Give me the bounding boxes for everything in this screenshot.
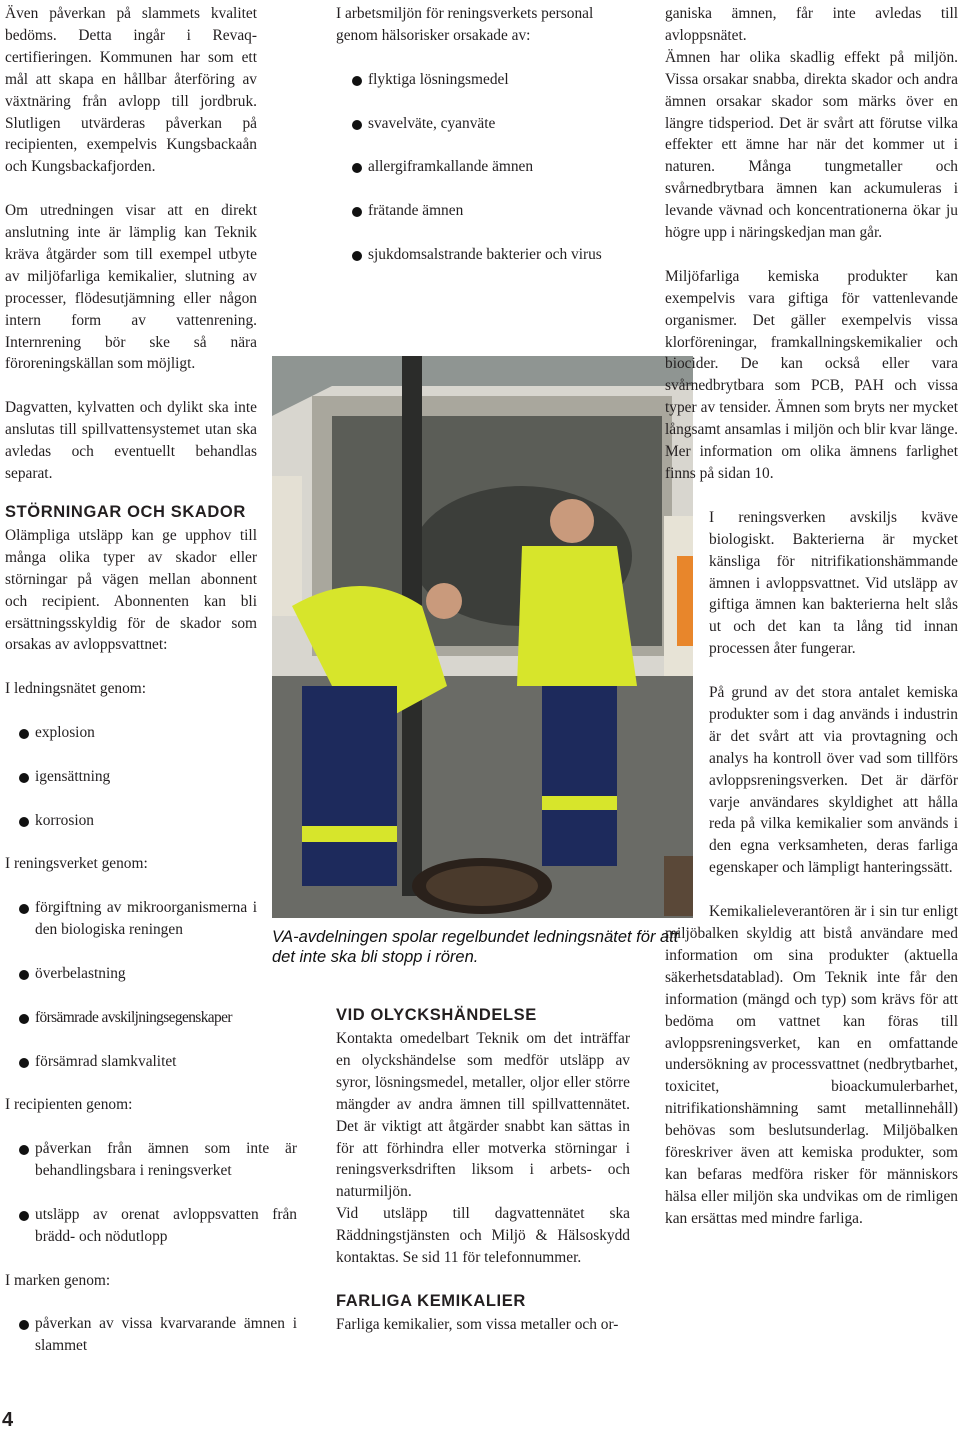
bullet-icon bbox=[352, 251, 362, 261]
list-item: svavelväte, cyanväte bbox=[336, 113, 630, 135]
list-label: I marken genom: bbox=[5, 1271, 111, 1289]
bullet-icon bbox=[19, 970, 29, 980]
bullet-list bbox=[5, 1313, 297, 1357]
paragraph: Dagvatten, kylvatten och dylikt ska inte anslutas till spillvattensystemet utan ska avledas och eventuellt behandlas separat. bbox=[5, 399, 257, 482]
bullet-icon bbox=[19, 1211, 29, 1221]
page-number: 4 bbox=[2, 1409, 14, 1431]
bullet-icon bbox=[19, 904, 29, 914]
column-middle-top bbox=[336, 3, 630, 288]
paragraph: Om utredningen visar att en direkt anslutning inte är lämplig kan Teknik kräva åtgärder som till exempel utbyte av miljöfarliga kemikalier, slutning av processer, flödesutjämning eller någon intern form av vattenrening. Internrening bör ske så nära föroreningskällan som möjligt. bbox=[5, 202, 257, 373]
section-heading-accident: VID OLYCKSHÄNDELSE bbox=[336, 1006, 537, 1024]
paragraph: I reningsverken avskiljs kväve biologiskt. Bakterierna är mycket känsliga för nitrifikationshämmande ämnen i avloppsvattnet. Vid utsläpp av giftiga ämnen kan bakterierna helt slås ut och det kan ta lång tid innan processen åter fungerar. bbox=[709, 508, 958, 658]
bullet-icon bbox=[352, 120, 362, 130]
list-item: flyktiga lösningsmedel bbox=[336, 69, 630, 91]
list-label: I ledningsnätet genom: bbox=[5, 680, 147, 698]
paragraph: Miljöfarliga kemiska produkter kan exempelvis vara giftiga för vattenlevande organismer. Det gäller exempelvis vissa klorföreningar, framkallningskemikalier och biocider. De kan också eller vara svårnedbrytbara som PCB, PAH och vissa typer av tensider. Ämnen som bryts ner mycket långsamt ansamlas i miljön och blir kvar länge. Mer information om olika ämnens farlighet finns på sidan 10. bbox=[665, 267, 958, 483]
paragraph: ganiska ämnen, får inte avledas till avloppsnätet. bbox=[665, 5, 958, 44]
bullet-icon bbox=[352, 76, 362, 86]
bullet-list bbox=[5, 1138, 297, 1248]
paragraph: Kemikalieleverantören är i sin tur enligt miljöbalken skyldig att bistå användare med information om sina produkter (aktuella säkerhetsdatablad). Om Teknik inte får den information (mängd och typ) som krävs för att bedöma om vattnet kan föras till avloppsreningsverket, kan en omfattande undersökning av processvattnet (nedbrytbarhet, toxicitet, bioackumulerbarhet, nitrifikationshämning samt metallinnehåll) behövas som beslutsunderlag. Miljöbalken föreskriver även att kemiska produkter, som kan befaras medföra risker för människors hälsa eller miljön ska undvikas om de rimligen kan ersättas med mindre farliga. bbox=[665, 903, 958, 1227]
bullet-icon bbox=[19, 1014, 29, 1024]
bullet-list bbox=[5, 722, 257, 832]
paragraph: Vid utsläpp till dagvattennätet ska Räddningstjänsten och Miljö & Hälsoskydd kontaktas. Se sid 11 för telefonnummer. bbox=[336, 1205, 630, 1267]
bullet-icon bbox=[19, 773, 29, 783]
list-item: igensättning bbox=[5, 766, 257, 788]
list-item: försämrade avskiljningsegenskaper bbox=[5, 1007, 257, 1029]
column-right bbox=[665, 3, 958, 1252]
list-item: allergiframkallande ämnen bbox=[336, 156, 630, 178]
paragraph: Kontakta omedelbart Teknik om det inträffar en olyckshändelse som medför utsläpp av syror, lösningsmedel, metaller, oljor eller större mängder av andra ämnen till spillvattennätet. Det är viktigt att åtgärder snabbt kan sättas in för att förhindra eller motverka störningar i reningsverksdriften liksom i arbets- och naturmiljön. bbox=[336, 1030, 630, 1201]
paragraph: Farliga kemikalier, som vissa metaller och or- bbox=[336, 1315, 619, 1333]
list-label: I reningsverket genom: bbox=[5, 855, 148, 873]
list-item: förgiftning av mikroorganismerna i den biologiska reningen bbox=[5, 897, 257, 941]
photo-sewer-flushing bbox=[272, 356, 693, 918]
list-item: utsläpp av orenat avloppsvatten från brädd- och nödutlopp bbox=[5, 1204, 297, 1248]
bullet-icon bbox=[352, 163, 362, 173]
list-item: sjukdomsalstrande bakterier och virus bbox=[336, 244, 630, 266]
paragraph: Olämpliga utsläpp kan ge upphov till många olika typer av skador eller störningar på vägen mellan abonnent och recipient. Abonnenten kan bli ersättningsskyldig för de skador som orsakas av avloppsvattnet: bbox=[5, 526, 257, 654]
section-heading-disturbances: STÖRNINGAR OCH SKADOR bbox=[5, 502, 246, 521]
paragraph: Ämnen har olika skadlig effekt på miljön. Vissa orsakar snabba, direkta skador och andra ämnen orsakar skador som märks över en längre tidsperiod. Det är svårt att förutse vilka effekter ett ämne har när det kommer ut i naturen. Många tungmetaller och svårnedbrytbara ämnen kan ackumuleras i levande vävnad och koncentrationerna ökar ju högre upp i näringskedjan man går. bbox=[665, 48, 958, 242]
bullet-icon bbox=[19, 1145, 29, 1155]
list-item: påverkan av vissa kvarvarande ämnen i slammet bbox=[5, 1313, 297, 1357]
list-item: försämrad slamkvalitet bbox=[5, 1051, 257, 1073]
list-item: överbelastning bbox=[5, 963, 257, 985]
bullet-icon bbox=[19, 1058, 29, 1068]
bullet-icon bbox=[352, 207, 362, 217]
list-item: korrosion bbox=[5, 810, 257, 832]
list-item: påverkan från ämnen som inte är behandlingsbara i reningsverket bbox=[5, 1138, 297, 1182]
paragraph: Även påverkan på slammets kvalitet bedöms. Detta ingår i Revaq-certifieringen. Kommunen har som ett mål att skapa en hållbar återföring av växtnäring från avlopp till jordbruk. Slutligen utvärderas påverkan på recipienten, exempelvis Kungsbackaån och Kungsbackafjorden. bbox=[5, 5, 257, 176]
list-item: frätande ämnen bbox=[336, 200, 630, 222]
bullet-list bbox=[5, 897, 257, 1072]
list-label: I recipienten genom: bbox=[5, 1096, 133, 1114]
bullet-icon bbox=[19, 817, 29, 827]
paragraph: På grund av det stora antalet kemiska produkter som i dag används i industrin är det svårt att via provtagning och analys ha kontroll över vad som tillförs avloppsreningsverken. Det är därför varje användares skyldighet att hålla reda på vilka kemikalier som används i den egna verksamheten, deras farliga egenskaper och lämpligt hanteringssätt. bbox=[709, 684, 958, 877]
photo-caption: VA-avdelningen spolar regelbundet ledningsnätet för att det inte ska bli stopp i rören. bbox=[272, 928, 679, 966]
bullet-list bbox=[336, 69, 630, 266]
section-heading-chemicals: FARLIGA KEMIKALIER bbox=[336, 1291, 526, 1310]
column-middle-bottom bbox=[336, 1004, 630, 1336]
list-item: explosion bbox=[5, 722, 257, 744]
column-left bbox=[5, 3, 297, 1379]
paragraph: I arbetsmiljön för reningsverkets personal genom hälsorisker orsakade av: bbox=[336, 5, 594, 44]
bullet-icon bbox=[19, 1320, 29, 1330]
bullet-icon bbox=[19, 729, 29, 739]
photo-illustration bbox=[272, 356, 693, 918]
